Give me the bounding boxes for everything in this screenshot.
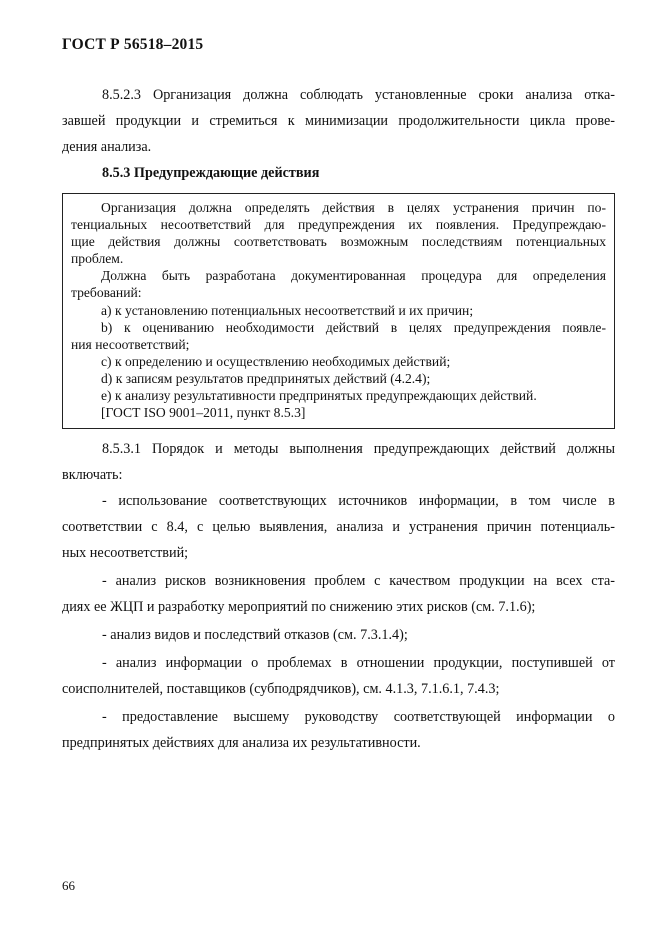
box-item-a: a) к установлению потенциальных несоответствий и их причин; bbox=[101, 302, 474, 318]
intro-line-1: 8.5.2.3 Организация должна соблюдать установленные сроки анализа отка- bbox=[102, 87, 615, 103]
body-p3-line-1: - анализ рисков возникновения проблем с качеством продукции на всех ста- bbox=[102, 573, 615, 589]
body-paragraph-3 bbox=[62, 568, 615, 620]
box-reference: [ГОСТ ISO 9001–2011, пункт 8.5.3] bbox=[101, 405, 306, 421]
body-p2-line-3: ных несоответствий; bbox=[62, 545, 189, 561]
section-title: 8.5.3 Предупреждающие действия bbox=[102, 165, 320, 181]
body-p5-line-2: соисполнителей, поставщиков (субподрядчиков), см. 4.1.3, 7.1.6.1, 7.4.3; bbox=[62, 681, 500, 697]
body-paragraph-6 bbox=[62, 704, 615, 756]
box-item-c: c) к определению и осуществлению необходимых действий; bbox=[101, 353, 451, 369]
page-number: 66 bbox=[62, 878, 75, 893]
intro-paragraph bbox=[62, 82, 615, 160]
body-p1-line-1: 8.5.3.1 Порядок и методы выполнения предупреждающих действий должны bbox=[102, 441, 615, 457]
body-paragraph-5 bbox=[62, 650, 615, 702]
box-p2-line-2: требований: bbox=[71, 285, 142, 301]
body-p5-line-1: - анализ информации о проблемах в отношении продукции, поступившей от bbox=[102, 655, 615, 671]
document-header: ГОСТ Р 56518–2015 bbox=[62, 36, 204, 53]
body-p1-line-2: включать: bbox=[62, 467, 123, 483]
box-p1-line-3: щие действия должны соответствовать возможным последствиям потенциальных bbox=[71, 234, 606, 250]
body-paragraph-2 bbox=[62, 488, 615, 566]
body-p2-line-1: - использование соответствующих источников информации, в том числе в bbox=[102, 493, 615, 509]
box-p2-line-1: Должна быть разработана документированная процедура для определения bbox=[101, 268, 606, 284]
intro-line-3: дения анализа. bbox=[62, 139, 152, 155]
box-p1-line-4: проблем. bbox=[71, 251, 124, 267]
body-p6-line-1: - предоставление высшему руководству соответствующей информации о bbox=[102, 709, 615, 725]
box-item-d: d) к записям результатов предпринятых действий (4.2.4); bbox=[101, 370, 431, 386]
body-p6-line-2: предпринятых действиях для анализа их результативности. bbox=[62, 735, 421, 751]
body-p3-line-2: диях ее ЖЦП и разработку мероприятий по снижению этих рисков (см. 7.1.6); bbox=[62, 599, 536, 615]
box-item-b-line-1: b) к оцениванию необходимости действий в целях предупреждения появле- bbox=[101, 319, 606, 335]
box-item-e: e) к анализу результативности предпринятых предупреждающих действий. bbox=[101, 388, 537, 404]
box-item-b-line-2: ния несоответствий; bbox=[71, 336, 190, 352]
box-p1-line-2: тенциальных несоответствий для предупреждения их появления. Предупреждаю- bbox=[71, 217, 606, 233]
body-p4-line-1: - анализ видов и последствий отказов (см. 7.3.1.4); bbox=[102, 627, 408, 643]
body-paragraph-1 bbox=[62, 436, 615, 488]
body-p2-line-2: соответствии с 8.4, с целью выявления, анализа и устранения причин потенциаль- bbox=[62, 519, 615, 535]
body-paragraph-4 bbox=[62, 622, 615, 648]
intro-line-2: завшей продукции и стремиться к минимизации продолжительности цикла прове- bbox=[62, 113, 615, 129]
quoted-requirement-box bbox=[62, 193, 615, 429]
box-p1-line-1: Организация должна определять действия в целях устранения причин по- bbox=[101, 200, 606, 215]
